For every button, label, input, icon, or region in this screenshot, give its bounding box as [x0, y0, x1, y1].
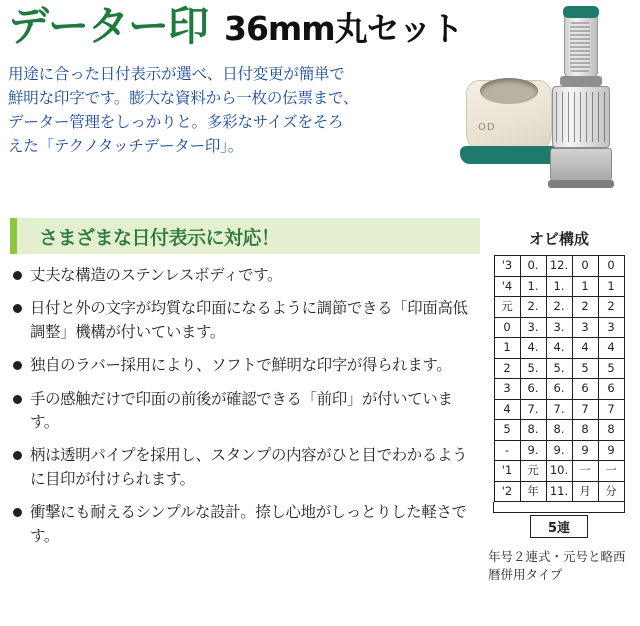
obi-cell: 2	[598, 297, 624, 318]
section-banner-label: さまざまな日付表示に対応！	[39, 226, 280, 249]
obi-row	[494, 461, 624, 482]
obi-brace-right	[624, 502, 625, 512]
obi-row	[494, 440, 624, 461]
obi-cell: 1.	[520, 276, 546, 297]
header-section	[0, 0, 640, 200]
section-banner	[10, 218, 480, 254]
stamp-foot	[550, 148, 612, 182]
obi-cell: 8	[598, 420, 624, 441]
stamp-cap-logo: OD	[478, 122, 496, 133]
obi-cell: 0	[572, 256, 598, 277]
obi-cell: 5.	[520, 358, 546, 379]
obi-cell: 10.	[546, 461, 572, 482]
obi-cell: 分	[598, 481, 624, 502]
obi-cell: 1.	[546, 276, 572, 297]
obi-count-label: 5連	[530, 515, 588, 538]
obi-cell: '1	[494, 461, 520, 482]
obi-note: 年号２連式・元号と略西暦併用タイプ	[488, 549, 626, 583]
lead-line-1: 用途に合った日付表示が選べ、日付変更が簡単で	[8, 65, 345, 83]
stamp-foot-edge	[548, 180, 614, 188]
obi-row	[494, 399, 624, 420]
obi-row	[494, 420, 624, 441]
stamp-cap-opening	[480, 78, 538, 104]
obi-cell: 一	[572, 461, 598, 482]
obi-cell: 6.	[520, 379, 546, 400]
obi-cell: '4	[494, 276, 520, 297]
obi-brace	[493, 502, 625, 514]
lead-line-2: 鮮明な印字です。膨大な資料から一枚の伝票まで、	[8, 89, 359, 108]
obi-brace-left	[493, 502, 494, 512]
obi-cell: 2.	[546, 297, 572, 318]
obi-row	[494, 317, 624, 338]
obi-cell: 1	[572, 276, 598, 297]
obi-row	[494, 297, 624, 318]
obi-panel	[484, 228, 634, 584]
obi-cell: 0.	[520, 256, 546, 277]
obi-row	[494, 481, 624, 502]
obi-cell: 12.	[546, 256, 572, 277]
obi-table	[494, 255, 625, 502]
obi-cell: 8.	[520, 420, 546, 441]
obi-cell: 11.	[546, 481, 572, 502]
obi-cell: 7	[598, 399, 624, 420]
obi-row	[494, 358, 624, 379]
list-item: 手の感触だけで印面の前後が確認できる「前印」が付いています。	[12, 388, 474, 435]
obi-cell: 4	[572, 338, 598, 359]
obi-cell: -	[494, 440, 520, 461]
list-item: 柄は透明パイプを採用し、スタンプの内容がひと目でわかるように目印が付けられます。	[12, 444, 474, 491]
obi-cell: 6	[572, 379, 598, 400]
obi-cell: 一	[598, 461, 624, 482]
obi-cell: 2	[494, 358, 520, 379]
obi-cell: 2.	[520, 297, 546, 318]
obi-cell: 7.	[520, 399, 546, 420]
obi-cell: 3	[572, 317, 598, 338]
title-sub: 36mm丸セット	[224, 9, 463, 48]
obi-cell: 3	[598, 317, 624, 338]
obi-cell: 3	[494, 379, 520, 400]
feature-list	[12, 264, 474, 558]
obi-cell: 4	[494, 399, 520, 420]
obi-cell: 5	[494, 420, 520, 441]
obi-cell: 8.	[546, 420, 572, 441]
obi-title: オビ構成	[528, 230, 589, 248]
obi-cell: 9.	[546, 440, 572, 461]
obi-cell: 月	[572, 481, 598, 502]
obi-cell: 4.	[520, 338, 546, 359]
lead-paragraph	[8, 62, 466, 158]
stamp-handle-cap	[563, 6, 599, 18]
title-main: データー印	[8, 2, 208, 50]
obi-cell: 9	[598, 440, 624, 461]
lead-line-3: データー管理をしっかりと。多彩なサイズをそろ	[8, 113, 344, 132]
obi-cell: 0	[494, 317, 520, 338]
obi-cell: 3.	[520, 317, 546, 338]
obi-cell: '3	[494, 256, 520, 277]
obi-cell: 1	[494, 338, 520, 359]
obi-cell: 7	[572, 399, 598, 420]
obi-cell: 元	[520, 461, 546, 482]
obi-cell: 6	[598, 379, 624, 400]
stamp-cap-base	[460, 146, 560, 164]
list-item: 独自のラバー採用により、ソフトで鮮明な印字が得られます。	[12, 354, 474, 377]
obi-cell: 9	[572, 440, 598, 461]
obi-cell: 9.	[520, 440, 546, 461]
obi-cell: 5	[572, 358, 598, 379]
stamp-neck	[560, 76, 602, 86]
obi-cell: 年	[520, 481, 546, 502]
list-item: 丈夫な構造のステンレスボディです。	[12, 264, 474, 287]
stamp-band-ridges	[556, 92, 606, 142]
list-item: 日付と外の文字が均質な印面になるように調節できる「印面高低調整」機構が付いています。	[12, 297, 474, 344]
obi-row	[494, 338, 624, 359]
obi-row	[494, 276, 624, 297]
stamp-product-illustration	[464, 8, 636, 198]
stamp-handle-grip	[570, 22, 590, 72]
obi-cell: 4	[598, 338, 624, 359]
obi-cell: '2	[494, 481, 520, 502]
obi-row	[494, 379, 624, 400]
list-item: 衝撃にも耐えるシンプルな設計。捺し心地がしっとりした軽さです。	[12, 501, 474, 548]
obi-cell: 7.	[546, 399, 572, 420]
obi-cell: 2	[572, 297, 598, 318]
lead-line-4: えた「テクノタッチデーター印」。	[8, 137, 244, 156]
obi-cell: 元	[494, 297, 520, 318]
obi-cell: 3.	[546, 317, 572, 338]
obi-cell: 0	[598, 256, 624, 277]
obi-cell: 6.	[546, 379, 572, 400]
obi-cell: 8	[572, 420, 598, 441]
obi-cell: 5.	[546, 358, 572, 379]
obi-cell: 5	[598, 358, 624, 379]
obi-brace-line	[493, 512, 625, 513]
obi-cell: 4.	[546, 338, 572, 359]
obi-cell: 1	[598, 276, 624, 297]
obi-row	[494, 256, 624, 277]
